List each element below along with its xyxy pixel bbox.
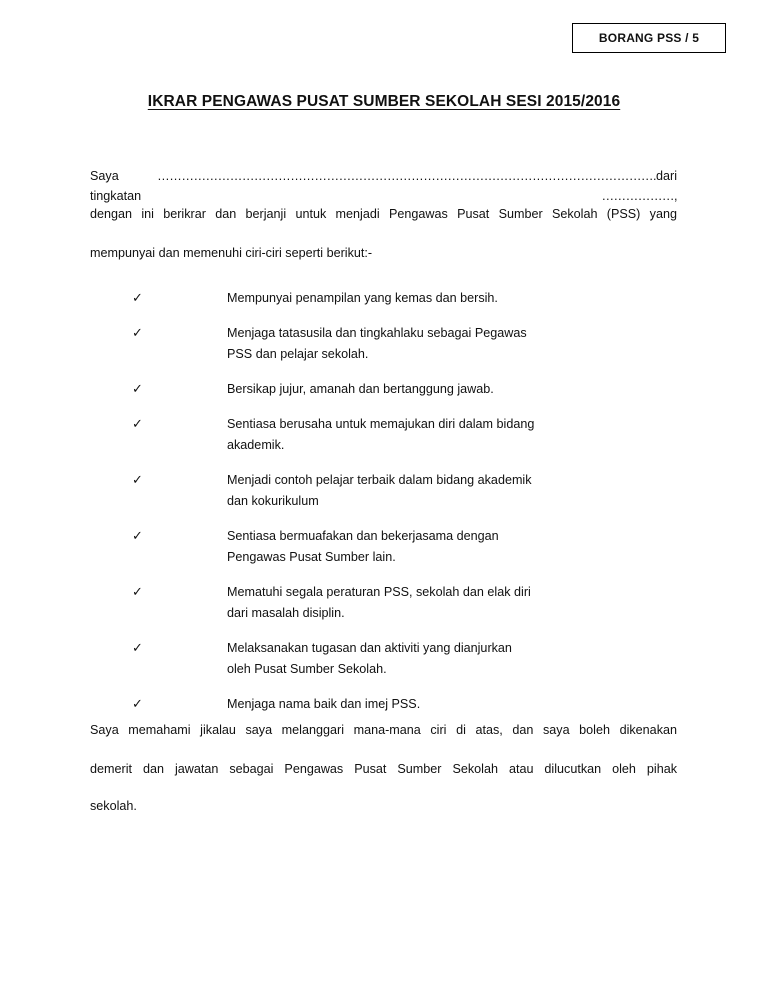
pledge-line-name bbox=[90, 166, 677, 206]
form-code-box: BORANG PSS / 5 bbox=[572, 23, 726, 53]
criteria-list bbox=[90, 288, 690, 729]
criteria-text: Menjadi contoh pelajar terbaik dalam bidang akademik dan kokurikulum bbox=[227, 473, 532, 508]
criteria-text: Mempunyai penampilan yang kemas dan bersih. bbox=[227, 291, 498, 305]
pledge-line-2: dengan ini berikrar dan berjanji untuk menjadi Pengawas Pusat Sumber Sekolah (PSS) yang bbox=[90, 207, 677, 221]
checkmark-icon: ✓ bbox=[132, 697, 143, 712]
closing-line-1: Saya memahami jikalau saya melanggari mana-mana ciri di atas, dan saya boleh dikenakan bbox=[90, 723, 677, 737]
list-item bbox=[90, 323, 537, 365]
name-blank: ……………………………………………………………………………………………………………. bbox=[157, 169, 656, 183]
criteria-text: Mematuhi segala peraturan PSS, sekolah dan elak diri dari masalah disiplin. bbox=[227, 585, 531, 620]
list-item bbox=[90, 526, 537, 568]
list-item bbox=[90, 288, 537, 309]
checkmark-icon: ✓ bbox=[132, 473, 143, 488]
checkmark-icon: ✓ bbox=[132, 291, 143, 306]
checkmark-icon: ✓ bbox=[132, 641, 143, 656]
criteria-text: Bersikap jujur, amanah dan bertanggung jawab. bbox=[227, 382, 494, 396]
criteria-text: Melaksanakan tugasan dan aktiviti yang dianjurkan oleh Pusat Sumber Sekolah. bbox=[227, 641, 512, 676]
list-item bbox=[90, 582, 537, 624]
list-item bbox=[90, 470, 537, 512]
list-item bbox=[90, 638, 537, 680]
pledge-line-3: mempunyai dan memenuhi ciri-ciri seperti berikut:- bbox=[90, 246, 373, 260]
criteria-text: Menjaga nama baik dan imej PSS. bbox=[227, 697, 421, 711]
list-item bbox=[90, 694, 537, 715]
criteria-text: Sentiasa berusaha untuk memajukan diri dalam bidang akademik. bbox=[227, 417, 535, 452]
closing-line-2: demerit dan jawatan sebagai Pengawas Pusat Sumber Sekolah atau dilucutkan oleh pihak bbox=[90, 762, 677, 776]
list-item bbox=[90, 379, 537, 400]
closing-line-3: sekolah. bbox=[90, 799, 137, 813]
criteria-text: Sentiasa bermuafakan dan bekerjasama dengan Pengawas Pusat Sumber lain. bbox=[227, 529, 499, 564]
checkmark-icon: ✓ bbox=[132, 529, 143, 544]
saya-label: Saya bbox=[90, 169, 119, 183]
dari-tingkatan-label: dari tingkatan bbox=[90, 169, 677, 203]
checkmark-icon: ✓ bbox=[132, 326, 143, 341]
criteria-text: Menjaga tatasusila dan tingkahlaku sebagai Pegawas PSS dan pelajar sekolah. bbox=[227, 326, 527, 361]
checkmark-icon: ✓ bbox=[132, 382, 143, 397]
checkmark-icon: ✓ bbox=[132, 417, 143, 432]
class-blank: ………………, bbox=[601, 189, 677, 203]
list-item bbox=[90, 414, 537, 456]
document-title: IKRAR PENGAWAS PUSAT SUMBER SEKOLAH SESI 2015/2016 bbox=[147, 93, 621, 110]
checkmark-icon: ✓ bbox=[132, 585, 143, 600]
